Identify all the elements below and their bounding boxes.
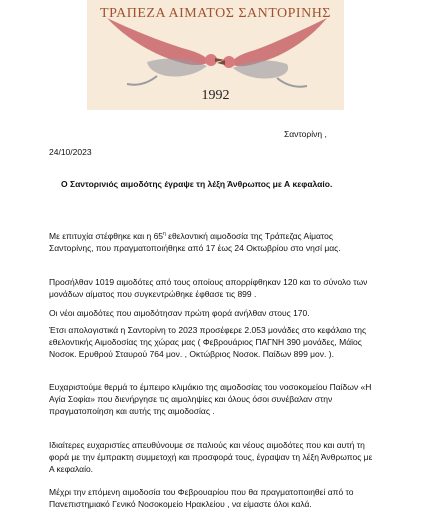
paragraph-text: Προσήλθαν 1019 αιμοδότες από τους οποίους απορρίφθηκαν 120 και το σύνολο των μονάδων αίματος που συγκεντρώθηκε έφθασε τις 899 . — [49, 277, 368, 299]
paragraph-text: Μέχρι την επόμενη αιμοδοσία του Φεβρουαρίου που θα πραγματοποιηθεί από το Πανεπιστημιακό Γενικό Νοσοκομείο Ηρακλείου , να είμαστε όλοι καλά. — [49, 487, 354, 509]
paragraph-text: Με επιτυχία στέφθηκε και η 65 — [49, 230, 164, 241]
logo-title: ΤΡΑΠΕΖΑ ΑΙΜΑΤΟΣ ΣΑΝΤΟΡΙΝΗΣ — [100, 6, 331, 21]
paragraph-2 — [49, 276, 379, 300]
paragraph-4 — [49, 324, 379, 360]
paragraph-text: Έτσι απολογιστικά η Σαντορίνη το 2023 προσέφερε 2.053 μονάδες στο κεφάλαιο της εθελοντικής Αιμοδοσίας της χώρας μας ( Φεβρουάριος ΠΑΓΝΗ 390 μονάδες, Μάϊος Νοσοκ. Ερυθρού Σταυρού 764 μον. , Οκτώβριος Νοσοκ. Παίδων 899 μον. ). — [49, 325, 367, 359]
paragraph-text: Ευχαριστούμε θερμά το έμπειρο κλιμάκιο της αιμοδοσίας του νοσοκομείου Παίδων «Η Αγία Σοφία» που διενήργησε τις αιμοληψίες και όλους όσοι συνέβαλαν στην πραγματοποίηση και αυτής της αιμοδοσίας . — [49, 382, 372, 416]
paragraph-6 — [49, 439, 379, 475]
paragraph-1 — [49, 228, 379, 254]
blood-bank-logo — [87, 0, 344, 110]
paragraph-text: Ιδιαίτερες ευχαριστίες απευθύνουμε σε παλιούς και νέους αιμοδότες που και αυτή τη φορά με την έμπρακτη συμμετοχή και προσφορά τους, έγραψαν τη λέξη Άνθρωπος με Α κεφαλαίο. — [49, 440, 373, 474]
paragraph-3 — [49, 307, 379, 319]
superscript: η — [163, 231, 166, 237]
logo-year: 1992 — [201, 88, 230, 103]
paragraph-text: εθελοντική αιμοδοσία της Τράπεζας Αίματος Σαντορίνης, που πραγματοποιήθηκε από 17 έως 24 Οκτωβρίου στο νησί μας. — [49, 230, 341, 253]
paragraph-5 — [49, 381, 379, 417]
paragraph-text: Οι νέοι αιμοδότες που αιμοδότησαν πρώτη φορά ανήλθαν στους 170. — [49, 308, 310, 318]
date-line: 24/10/2023 — [49, 147, 92, 157]
headline-text: Ο Σαντορινιός αιμοδότης έγραψε τη λέξη Άνθρωπος με Α κεφαλαίο. — [61, 179, 333, 189]
headline — [49, 178, 379, 190]
paragraph-7 — [49, 486, 379, 510]
place-line: Σαντορίνη , — [284, 129, 327, 139]
